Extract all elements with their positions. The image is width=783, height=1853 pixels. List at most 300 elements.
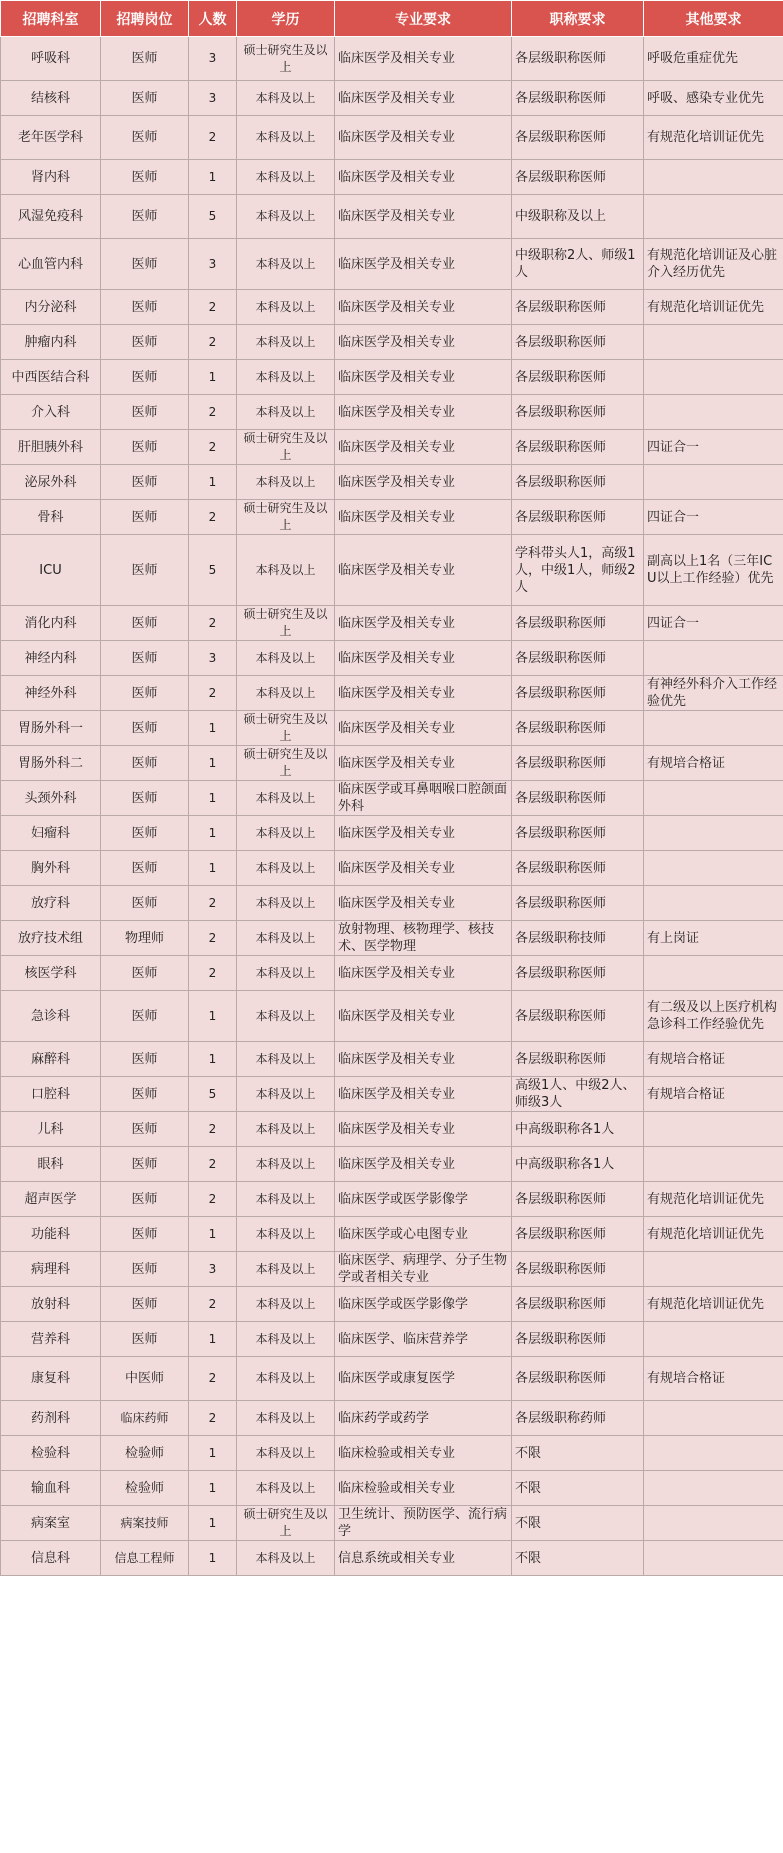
cell-title-req: 各层级职称医师 bbox=[512, 430, 644, 465]
cell-department: 超声医学 bbox=[1, 1182, 101, 1217]
cell-education: 本科及以上 bbox=[237, 1077, 335, 1112]
cell-title-req: 各层级职称医师 bbox=[512, 360, 644, 395]
cell-headcount: 2 bbox=[189, 606, 237, 641]
cell-education: 本科及以上 bbox=[237, 641, 335, 676]
cell-other-req bbox=[644, 851, 783, 886]
cell-title-req: 中高级职称各1人 bbox=[512, 1112, 644, 1147]
cell-other-req bbox=[644, 1436, 783, 1471]
cell-title-req: 各层级职称医师 bbox=[512, 116, 644, 160]
cell-headcount: 3 bbox=[189, 1252, 237, 1287]
cell-position: 医师 bbox=[101, 395, 189, 430]
cell-title-req: 各层级职称医师 bbox=[512, 781, 644, 816]
cell-other-req bbox=[644, 711, 783, 746]
cell-other-req: 有规培合格证 bbox=[644, 746, 783, 781]
cell-other-req: 有规范化培训证优先 bbox=[644, 1182, 783, 1217]
cell-major: 临床医学及相关专业 bbox=[335, 1147, 512, 1182]
cell-title-req: 不限 bbox=[512, 1506, 644, 1541]
cell-position: 物理师 bbox=[101, 921, 189, 956]
cell-education: 本科及以上 bbox=[237, 160, 335, 195]
cell-headcount: 1 bbox=[189, 360, 237, 395]
table-row bbox=[1, 1042, 783, 1077]
cell-headcount: 5 bbox=[189, 1077, 237, 1112]
cell-position: 医师 bbox=[101, 360, 189, 395]
cell-education: 本科及以上 bbox=[237, 1112, 335, 1147]
table-row bbox=[1, 816, 783, 851]
cell-department: 肿瘤内科 bbox=[1, 325, 101, 360]
cell-title-req: 各层级职称医师 bbox=[512, 1217, 644, 1252]
cell-other-req bbox=[644, 465, 783, 500]
cell-headcount: 1 bbox=[189, 1541, 237, 1576]
cell-position: 医师 bbox=[101, 1147, 189, 1182]
cell-education: 本科及以上 bbox=[237, 1217, 335, 1252]
cell-department: 骨科 bbox=[1, 500, 101, 535]
cell-other-req: 副高以上1名（三年ICU以上工作经验）优先 bbox=[644, 535, 783, 606]
cell-other-req: 有规培合格证 bbox=[644, 1357, 783, 1401]
header-other-req: 其他要求 bbox=[644, 1, 783, 37]
cell-department: 胸外科 bbox=[1, 851, 101, 886]
cell-headcount: 2 bbox=[189, 1287, 237, 1322]
cell-headcount: 2 bbox=[189, 1182, 237, 1217]
cell-headcount: 2 bbox=[189, 886, 237, 921]
cell-education: 硕士研究生及以上 bbox=[237, 500, 335, 535]
cell-title-req: 中级职称2人、师级1人 bbox=[512, 239, 644, 290]
cell-headcount: 1 bbox=[189, 465, 237, 500]
cell-department: 肾内科 bbox=[1, 160, 101, 195]
cell-other-req: 有规范化培训证优先 bbox=[644, 116, 783, 160]
cell-other-req: 有规培合格证 bbox=[644, 1077, 783, 1112]
cell-headcount: 2 bbox=[189, 956, 237, 991]
cell-headcount: 2 bbox=[189, 1147, 237, 1182]
table-row bbox=[1, 1112, 783, 1147]
cell-position: 医师 bbox=[101, 606, 189, 641]
cell-department: 呼吸科 bbox=[1, 37, 101, 81]
cell-title-req: 各层级职称医师 bbox=[512, 81, 644, 116]
cell-education: 本科及以上 bbox=[237, 781, 335, 816]
cell-title-req: 各层级职称医师 bbox=[512, 641, 644, 676]
cell-major: 临床医学及相关专业 bbox=[335, 606, 512, 641]
cell-major: 临床医学或康复医学 bbox=[335, 1357, 512, 1401]
cell-education: 本科及以上 bbox=[237, 886, 335, 921]
cell-department: 妇瘤科 bbox=[1, 816, 101, 851]
cell-major: 临床医学及相关专业 bbox=[335, 81, 512, 116]
table-row bbox=[1, 1436, 783, 1471]
cell-department: 胃肠外科一 bbox=[1, 711, 101, 746]
cell-position: 医师 bbox=[101, 886, 189, 921]
cell-headcount: 3 bbox=[189, 641, 237, 676]
cell-department: ICU bbox=[1, 535, 101, 606]
cell-position: 医师 bbox=[101, 1042, 189, 1077]
cell-major: 临床医学及相关专业 bbox=[335, 991, 512, 1042]
cell-major: 临床医学及相关专业 bbox=[335, 500, 512, 535]
cell-headcount: 2 bbox=[189, 116, 237, 160]
cell-position: 医师 bbox=[101, 239, 189, 290]
table-row bbox=[1, 956, 783, 991]
cell-title-req: 各层级职称医师 bbox=[512, 746, 644, 781]
header-row bbox=[1, 1, 783, 37]
cell-position: 临床药师 bbox=[101, 1401, 189, 1436]
cell-other-req bbox=[644, 816, 783, 851]
cell-major: 临床医学及相关专业 bbox=[335, 816, 512, 851]
cell-major: 临床医学及相关专业 bbox=[335, 465, 512, 500]
cell-headcount: 1 bbox=[189, 711, 237, 746]
table-row bbox=[1, 1322, 783, 1357]
cell-position: 医师 bbox=[101, 325, 189, 360]
cell-education: 本科及以上 bbox=[237, 1147, 335, 1182]
cell-department: 胃肠外科二 bbox=[1, 746, 101, 781]
cell-major: 信息系统或相关专业 bbox=[335, 1541, 512, 1576]
cell-other-req: 呼吸、感染专业优先 bbox=[644, 81, 783, 116]
cell-position: 医师 bbox=[101, 1077, 189, 1112]
cell-major: 临床医学或心电图专业 bbox=[335, 1217, 512, 1252]
cell-position: 医师 bbox=[101, 676, 189, 711]
cell-headcount: 1 bbox=[189, 1217, 237, 1252]
cell-department: 药剂科 bbox=[1, 1401, 101, 1436]
cell-position: 中医师 bbox=[101, 1357, 189, 1401]
cell-education: 本科及以上 bbox=[237, 1287, 335, 1322]
cell-other-req bbox=[644, 781, 783, 816]
cell-other-req bbox=[644, 1112, 783, 1147]
cell-headcount: 1 bbox=[189, 1471, 237, 1506]
cell-position: 医师 bbox=[101, 746, 189, 781]
cell-major: 临床医学及相关专业 bbox=[335, 1077, 512, 1112]
cell-other-req bbox=[644, 1252, 783, 1287]
cell-headcount: 2 bbox=[189, 395, 237, 430]
cell-title-req: 各层级职称医师 bbox=[512, 1182, 644, 1217]
table-row bbox=[1, 851, 783, 886]
cell-department: 心血管内科 bbox=[1, 239, 101, 290]
cell-title-req: 各层级职称技师 bbox=[512, 921, 644, 956]
table-row bbox=[1, 781, 783, 816]
cell-position: 医师 bbox=[101, 465, 189, 500]
cell-department: 营养科 bbox=[1, 1322, 101, 1357]
cell-position: 医师 bbox=[101, 991, 189, 1042]
cell-education: 本科及以上 bbox=[237, 116, 335, 160]
cell-headcount: 1 bbox=[189, 160, 237, 195]
cell-other-req bbox=[644, 1322, 783, 1357]
cell-major: 临床医学及相关专业 bbox=[335, 37, 512, 81]
cell-department: 放疗技术组 bbox=[1, 921, 101, 956]
cell-position: 医师 bbox=[101, 290, 189, 325]
header-position: 招聘岗位 bbox=[101, 1, 189, 37]
cell-headcount: 2 bbox=[189, 1401, 237, 1436]
table-row bbox=[1, 239, 783, 290]
table-row bbox=[1, 290, 783, 325]
cell-department: 内分泌科 bbox=[1, 290, 101, 325]
cell-department: 头颈外科 bbox=[1, 781, 101, 816]
table-row bbox=[1, 395, 783, 430]
cell-title-req: 各层级职称医师 bbox=[512, 851, 644, 886]
table-row bbox=[1, 116, 783, 160]
table-row bbox=[1, 160, 783, 195]
table-row bbox=[1, 360, 783, 395]
cell-major: 临床医学及相关专业 bbox=[335, 116, 512, 160]
table-row bbox=[1, 195, 783, 239]
cell-education: 本科及以上 bbox=[237, 290, 335, 325]
table-row bbox=[1, 430, 783, 465]
cell-major: 临床医学或耳鼻咽喉口腔颌面外科 bbox=[335, 781, 512, 816]
table-row bbox=[1, 1357, 783, 1401]
cell-position: 检验师 bbox=[101, 1471, 189, 1506]
cell-position: 医师 bbox=[101, 1287, 189, 1322]
cell-education: 本科及以上 bbox=[237, 395, 335, 430]
cell-education: 硕士研究生及以上 bbox=[237, 711, 335, 746]
cell-title-req: 各层级职称医师 bbox=[512, 1357, 644, 1401]
cell-other-req: 有规范化培训证优先 bbox=[644, 1287, 783, 1322]
cell-education: 硕士研究生及以上 bbox=[237, 1506, 335, 1541]
cell-department: 麻醉科 bbox=[1, 1042, 101, 1077]
table-row bbox=[1, 711, 783, 746]
cell-education: 硕士研究生及以上 bbox=[237, 430, 335, 465]
cell-position: 医师 bbox=[101, 195, 189, 239]
cell-headcount: 2 bbox=[189, 676, 237, 711]
cell-title-req: 各层级职称医师 bbox=[512, 606, 644, 641]
header-title-req: 职称要求 bbox=[512, 1, 644, 37]
cell-title-req: 学科带头人1，高级1人，中级1人，师级2人 bbox=[512, 535, 644, 606]
cell-position: 医师 bbox=[101, 1182, 189, 1217]
cell-headcount: 2 bbox=[189, 430, 237, 465]
cell-other-req: 有二级及以上医疗机构急诊科工作经验优先 bbox=[644, 991, 783, 1042]
cell-title-req: 各层级职称医师 bbox=[512, 465, 644, 500]
table-row bbox=[1, 535, 783, 606]
cell-major: 临床医学及相关专业 bbox=[335, 360, 512, 395]
table-row bbox=[1, 606, 783, 641]
cell-other-req: 四证合一 bbox=[644, 606, 783, 641]
table-row bbox=[1, 1541, 783, 1576]
cell-major: 放射物理、核物理学、核技术、医学物理 bbox=[335, 921, 512, 956]
cell-department: 神经外科 bbox=[1, 676, 101, 711]
cell-education: 本科及以上 bbox=[237, 676, 335, 711]
cell-position: 医师 bbox=[101, 1252, 189, 1287]
cell-headcount: 2 bbox=[189, 290, 237, 325]
cell-headcount: 5 bbox=[189, 535, 237, 606]
cell-position: 医师 bbox=[101, 1322, 189, 1357]
cell-department: 放疗科 bbox=[1, 886, 101, 921]
cell-title-req: 中高级职称各1人 bbox=[512, 1147, 644, 1182]
cell-department: 检验科 bbox=[1, 1436, 101, 1471]
cell-department: 核医学科 bbox=[1, 956, 101, 991]
cell-title-req: 各层级职称医师 bbox=[512, 991, 644, 1042]
cell-major: 临床医学、临床营养学 bbox=[335, 1322, 512, 1357]
cell-title-req: 各层级职称医师 bbox=[512, 816, 644, 851]
cell-position: 信息工程师 bbox=[101, 1541, 189, 1576]
header-major: 专业要求 bbox=[335, 1, 512, 37]
cell-title-req: 各层级职称医师 bbox=[512, 676, 644, 711]
cell-title-req: 中级职称及以上 bbox=[512, 195, 644, 239]
cell-education: 硕士研究生及以上 bbox=[237, 746, 335, 781]
table-row bbox=[1, 921, 783, 956]
cell-education: 本科及以上 bbox=[237, 1042, 335, 1077]
cell-major: 临床药学或药学 bbox=[335, 1401, 512, 1436]
cell-position: 医师 bbox=[101, 160, 189, 195]
cell-education: 本科及以上 bbox=[237, 921, 335, 956]
table-row bbox=[1, 81, 783, 116]
cell-headcount: 1 bbox=[189, 1042, 237, 1077]
table-row bbox=[1, 1217, 783, 1252]
table-row bbox=[1, 500, 783, 535]
cell-title-req: 各层级职称药师 bbox=[512, 1401, 644, 1436]
cell-other-req bbox=[644, 325, 783, 360]
cell-other-req bbox=[644, 956, 783, 991]
cell-major: 临床医学及相关专业 bbox=[335, 676, 512, 711]
cell-other-req bbox=[644, 360, 783, 395]
cell-headcount: 3 bbox=[189, 239, 237, 290]
cell-education: 本科及以上 bbox=[237, 81, 335, 116]
cell-education: 本科及以上 bbox=[237, 851, 335, 886]
table-row bbox=[1, 465, 783, 500]
cell-major: 临床医学及相关专业 bbox=[335, 851, 512, 886]
cell-headcount: 1 bbox=[189, 1506, 237, 1541]
cell-department: 输血科 bbox=[1, 1471, 101, 1506]
cell-position: 医师 bbox=[101, 116, 189, 160]
cell-department: 老年医学科 bbox=[1, 116, 101, 160]
cell-department: 中西医结合科 bbox=[1, 360, 101, 395]
cell-department: 康复科 bbox=[1, 1357, 101, 1401]
cell-education: 本科及以上 bbox=[237, 1401, 335, 1436]
cell-department: 介入科 bbox=[1, 395, 101, 430]
cell-title-req: 各层级职称医师 bbox=[512, 290, 644, 325]
cell-major: 临床医学及相关专业 bbox=[335, 746, 512, 781]
cell-department: 病案室 bbox=[1, 1506, 101, 1541]
table-row bbox=[1, 676, 783, 711]
cell-other-req bbox=[644, 1506, 783, 1541]
cell-other-req bbox=[644, 1471, 783, 1506]
cell-title-req: 各层级职称医师 bbox=[512, 37, 644, 81]
cell-education: 本科及以上 bbox=[237, 1322, 335, 1357]
cell-other-req bbox=[644, 886, 783, 921]
cell-other-req bbox=[644, 1541, 783, 1576]
cell-position: 医师 bbox=[101, 37, 189, 81]
cell-position: 医师 bbox=[101, 781, 189, 816]
cell-title-req: 不限 bbox=[512, 1436, 644, 1471]
table-row bbox=[1, 1147, 783, 1182]
table-row bbox=[1, 1077, 783, 1112]
cell-department: 急诊科 bbox=[1, 991, 101, 1042]
cell-education: 本科及以上 bbox=[237, 325, 335, 360]
cell-education: 本科及以上 bbox=[237, 991, 335, 1042]
cell-position: 医师 bbox=[101, 430, 189, 465]
cell-other-req bbox=[644, 195, 783, 239]
cell-major: 临床医学或医学影像学 bbox=[335, 1182, 512, 1217]
cell-headcount: 3 bbox=[189, 37, 237, 81]
cell-department: 结核科 bbox=[1, 81, 101, 116]
cell-major: 临床医学及相关专业 bbox=[335, 290, 512, 325]
cell-major: 临床医学及相关专业 bbox=[335, 886, 512, 921]
cell-education: 硕士研究生及以上 bbox=[237, 37, 335, 81]
cell-other-req: 四证合一 bbox=[644, 500, 783, 535]
cell-other-req: 有规培合格证 bbox=[644, 1042, 783, 1077]
cell-major: 临床医学及相关专业 bbox=[335, 535, 512, 606]
cell-major: 临床医学及相关专业 bbox=[335, 1112, 512, 1147]
cell-education: 本科及以上 bbox=[237, 1436, 335, 1471]
cell-title-req: 各层级职称医师 bbox=[512, 500, 644, 535]
cell-title-req: 高级1人、中级2人、师级3人 bbox=[512, 1077, 644, 1112]
cell-department: 眼科 bbox=[1, 1147, 101, 1182]
cell-position: 医师 bbox=[101, 956, 189, 991]
cell-position: 医师 bbox=[101, 851, 189, 886]
cell-major: 临床医学及相关专业 bbox=[335, 711, 512, 746]
cell-other-req: 四证合一 bbox=[644, 430, 783, 465]
table-row bbox=[1, 886, 783, 921]
table-row bbox=[1, 325, 783, 360]
cell-title-req: 各层级职称医师 bbox=[512, 886, 644, 921]
table-body bbox=[1, 37, 783, 1576]
cell-department: 神经内科 bbox=[1, 641, 101, 676]
cell-position: 医师 bbox=[101, 535, 189, 606]
cell-headcount: 1 bbox=[189, 816, 237, 851]
cell-headcount: 2 bbox=[189, 1357, 237, 1401]
table-row bbox=[1, 1401, 783, 1436]
cell-major: 临床医学或医学影像学 bbox=[335, 1287, 512, 1322]
cell-major: 临床医学及相关专业 bbox=[335, 641, 512, 676]
cell-title-req: 各层级职称医师 bbox=[512, 956, 644, 991]
cell-title-req: 各层级职称医师 bbox=[512, 325, 644, 360]
cell-other-req: 呼吸危重症优先 bbox=[644, 37, 783, 81]
cell-major: 临床医学及相关专业 bbox=[335, 239, 512, 290]
cell-headcount: 1 bbox=[189, 851, 237, 886]
cell-major: 卫生统计、预防医学、流行病学 bbox=[335, 1506, 512, 1541]
cell-headcount: 2 bbox=[189, 1112, 237, 1147]
cell-major: 临床医学及相关专业 bbox=[335, 325, 512, 360]
header-education: 学历 bbox=[237, 1, 335, 37]
cell-position: 检验师 bbox=[101, 1436, 189, 1471]
cell-headcount: 5 bbox=[189, 195, 237, 239]
cell-education: 本科及以上 bbox=[237, 1471, 335, 1506]
table-row bbox=[1, 37, 783, 81]
cell-major: 临床医学及相关专业 bbox=[335, 1042, 512, 1077]
cell-major: 临床医学及相关专业 bbox=[335, 430, 512, 465]
cell-other-req: 有规范化培训证优先 bbox=[644, 1217, 783, 1252]
cell-department: 信息科 bbox=[1, 1541, 101, 1576]
cell-education: 本科及以上 bbox=[237, 1252, 335, 1287]
cell-major: 临床医学及相关专业 bbox=[335, 160, 512, 195]
header-department: 招聘科室 bbox=[1, 1, 101, 37]
cell-headcount: 1 bbox=[189, 746, 237, 781]
cell-department: 泌尿外科 bbox=[1, 465, 101, 500]
cell-title-req: 不限 bbox=[512, 1541, 644, 1576]
table-row bbox=[1, 1182, 783, 1217]
cell-headcount: 2 bbox=[189, 500, 237, 535]
cell-position: 医师 bbox=[101, 1217, 189, 1252]
cell-education: 本科及以上 bbox=[237, 1541, 335, 1576]
cell-position: 医师 bbox=[101, 711, 189, 746]
cell-position: 医师 bbox=[101, 1112, 189, 1147]
cell-title-req: 各层级职称医师 bbox=[512, 395, 644, 430]
cell-other-req bbox=[644, 395, 783, 430]
cell-department: 放射科 bbox=[1, 1287, 101, 1322]
cell-education: 硕士研究生及以上 bbox=[237, 606, 335, 641]
cell-education: 本科及以上 bbox=[237, 195, 335, 239]
cell-title-req: 各层级职称医师 bbox=[512, 1322, 644, 1357]
cell-position: 医师 bbox=[101, 641, 189, 676]
cell-education: 本科及以上 bbox=[237, 360, 335, 395]
table-row bbox=[1, 641, 783, 676]
cell-department: 肝胆胰外科 bbox=[1, 430, 101, 465]
cell-headcount: 1 bbox=[189, 1436, 237, 1471]
cell-other-req bbox=[644, 160, 783, 195]
cell-education: 本科及以上 bbox=[237, 1182, 335, 1217]
cell-major: 临床检验或相关专业 bbox=[335, 1471, 512, 1506]
cell-department: 口腔科 bbox=[1, 1077, 101, 1112]
cell-department: 功能科 bbox=[1, 1217, 101, 1252]
cell-department: 儿科 bbox=[1, 1112, 101, 1147]
table-row bbox=[1, 1252, 783, 1287]
header-headcount: 人数 bbox=[189, 1, 237, 37]
cell-title-req: 不限 bbox=[512, 1471, 644, 1506]
cell-position: 医师 bbox=[101, 816, 189, 851]
cell-other-req: 有上岗证 bbox=[644, 921, 783, 956]
cell-education: 本科及以上 bbox=[237, 465, 335, 500]
cell-department: 病理科 bbox=[1, 1252, 101, 1287]
